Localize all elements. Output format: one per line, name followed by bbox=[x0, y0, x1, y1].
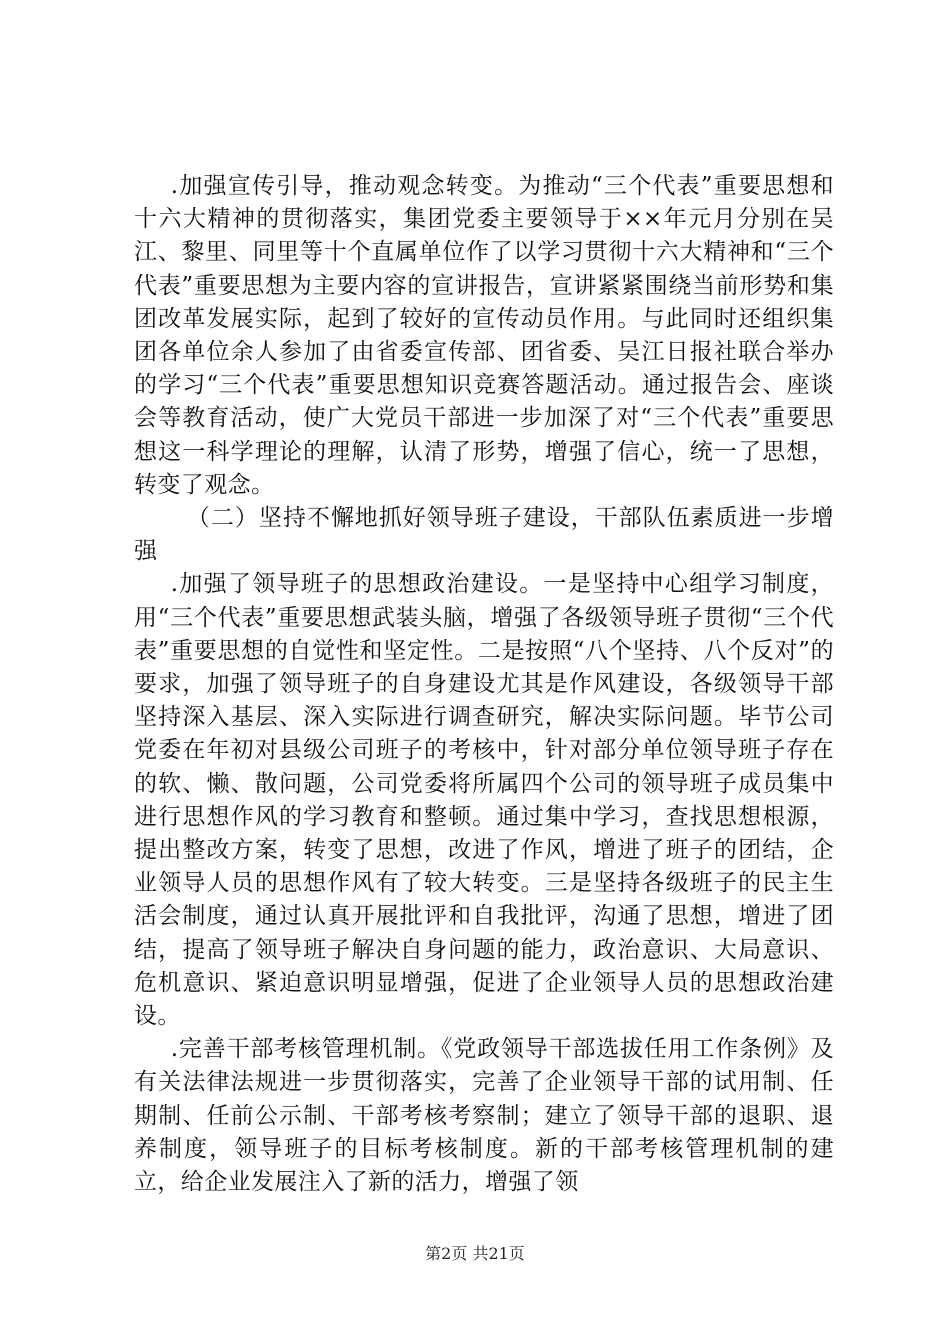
document-body bbox=[134, 170, 834, 1199]
paragraph-political-building: .加强了领导班子的思想政治建设。一是坚持中心组学习制度，用“三个代表”重要思想武装头脑，增强了各级领导班子贯彻“三个代表”重要思想的自觉性和坚定性。二是按照“八个坚持、八个反对”的要求，加强了领导班子的自身建设尤其是作风建设，各级领导干部坚持深入基层、深入实际进行调查研究，解决实际问题。毕节公司党委在年初对县级公司班子的考核中，针对部分单位领导班子存在的软、懒、散问题，公司党委将所属四个公司的领导班子成员集中进行思想作风的学习教育和整顿。通过集中学习，查找思想根源，提出整改方案，转变了思想，改进了作风，增进了班子的团结，企业领导人员的思想作风有了较大转变。三是坚持各级班子的民主生活会制度，通过认真开展批评和自我批评，沟通了思想，增进了团结，提高了领导班子解决自身问题的能力，政治意识、大局意识、危机意识、紧迫意识明显增强，促进了企业领导人员的思想政治建设。 bbox=[134, 571, 834, 1030]
page-footer: 第2页 共21页 bbox=[425, 1244, 525, 1263]
section-heading-leadership: （二）坚持不懈地抓好领导班子建设，干部队伍素质进一步增强 bbox=[134, 505, 834, 565]
paragraph-propaganda: .加强宣传引导，推动观念转变。为推动“三个代表”重要思想和十六大精神的贯彻落实，集团党委主要领导于××年元月分别在吴江、黎里、同里等十个直属单位作了以学习贯彻十六大精神和“三个代表”重要思想为主要内容的宣讲报告，宣讲紧紧围绕当前形势和集团改革发展实际，起到了较好的宣传动员作用。与此同时还组织集团各单位余人参加了由省委宣传部、团省委、吴江日报社联合举办的学习“三个代表”重要思想知识竞赛答题活动。通过报告会、座谈会等教育活动，使广大党员干部进一步加深了对“三个代表”重要思想这一科学理论的理解，认清了形势，增强了信心，统一了思想，转变了观念。 bbox=[134, 173, 834, 498]
paragraph-cadre-assessment: .完善干部考核管理机制。《党政领导干部选拔任用工作条例》及有关法律法规进一步贯彻落实，完善了企业领导干部的试用制、任期制、任前公示制、干部考核考察制；建立了领导干部的退职、退养制度，领导班子的目标考核制度。新的干部考核管理机制的建立，给企业发展注入了新的活力，增强了领 bbox=[134, 1036, 834, 1196]
